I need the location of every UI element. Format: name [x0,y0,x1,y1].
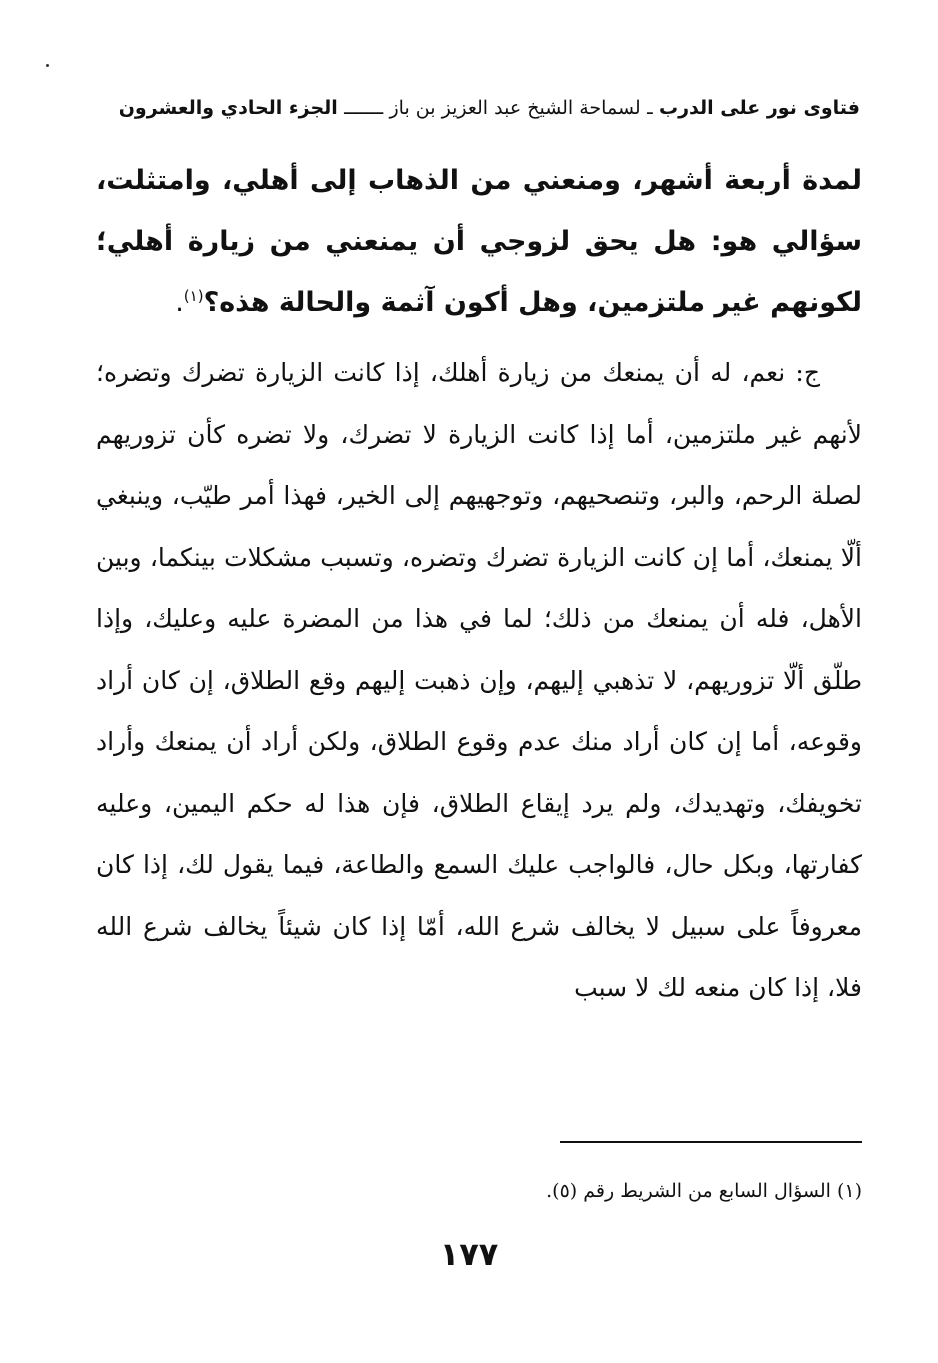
running-header [100,92,860,123]
question-body: لمدة أربعة أشهر، ومنعني من الذهاب إلى أهلي، وامتثلت، سؤالي هو: هل يحق لزوجي أن يمنعني من زيارة أهلي؛ لكونهم غير ملتزمين، وهل أكون آثمة والحالة هذه؟ [96,165,862,318]
author-name: لسماحة الشيخ عبد العزيز بن باز [389,97,641,119]
answer-text: ج: نعم، له أن يمنعك من زيارة أهلك، إذا كانت الزيارة تضرك وتضره؛ لأنهم غير ملتزمين، أما إذا كانت الزيارة لا تضرك، ولا تضره كأن تزوريهم لصلة الرحم، والبر، وتنصحيهم، وتوجهيهم إلى الخير، فهذا أمر طيّب، وينبغي ألّا يمنعك، أما إن كانت الزيارة تضرك وتضره، وتسبب مشكلات بينكما، وبين الأهل، فله أن يمنعك من ذلك؛ لما في هذا من المضرة عليه وعليك، وإذا طلّق ألّا تزوريهم، لا تذهبي إليهم، وإن ذهبت إليهم وقع الطلاق، إن كان أراد وقوعه، أما إن كان أراد منك عدم وقوع الطلاق، ولكن أراد أن يمنعك وأراد تخويفك، وتهديدك، ولم يرد إيقاع الطلاق، فإن هذا له حكم اليمين، وعليه كفارتها، وبكل حال، فالواجب عليك السمع والطاعة، فيما يقول لك، إذا كان معروفاً على سبيل لا يخالف شرع الله، أمّا إذا كان شيئاً يخالف شرع الله فلا، إذا كان منعه لك لا سبب [96,358,862,1002]
book-title: فتاوى نور على الدرب [659,97,860,119]
question-text [96,150,862,333]
header-long-separator: ـــــــ [344,97,384,119]
page-number: ١٧٧ [439,1235,499,1273]
header-separator: ـ [647,97,653,119]
footnote-reference: (١) [183,287,204,305]
question-end-mark: . [175,287,184,318]
footnote-divider [560,1141,862,1143]
footnote: (١) السؤال السابع من الشريط رقم (٥). [546,1180,862,1202]
volume-title: الجزء الحادي والعشرون [118,97,338,119]
scan-speck [46,64,49,67]
